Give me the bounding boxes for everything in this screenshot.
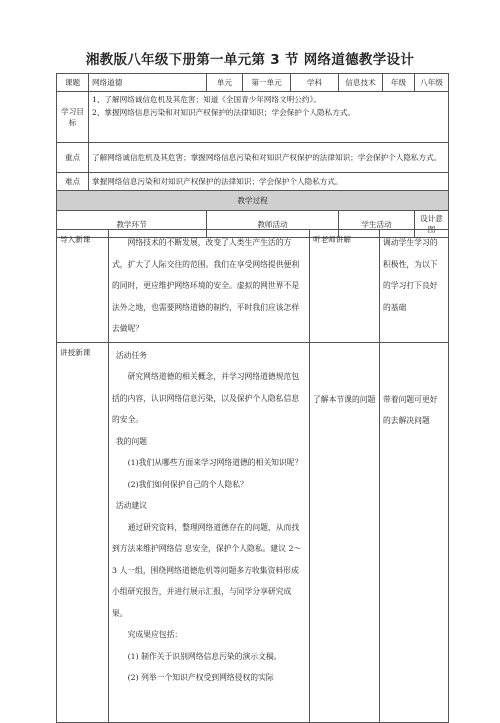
topic-value: 网络道德 (89, 74, 207, 92)
teacher-activity-cell (109, 342, 310, 722)
grade-value: 八年级 (415, 74, 449, 92)
column-header-teacher: 教师活动 (207, 211, 339, 238)
teacher-paragraph: 究成果应包括： (127, 630, 183, 639)
teacher-paragraph: (1)我们从哪些方面来学习网络道德的相关知识呢？ (127, 458, 303, 467)
goal-item: 2、掌握网络信息污染和对知识产权保护的法律知识；学会保护个人隐私方式。 (92, 108, 356, 117)
teacher-activity-cell (109, 230, 310, 343)
subject-label: 学科 (291, 74, 339, 92)
student-paragraph: 了解本节课的问题 (313, 394, 376, 404)
column-header-stage: 教学环节 (57, 211, 207, 238)
intent-paragraph: 带着问题可更好的去解决问题 (383, 394, 438, 425)
difficulties-row (57, 173, 449, 191)
difficulties-text: 掌握网络信息污染和对知识产权保护的法律知识；学会保护个人隐私方式。 (89, 173, 449, 191)
key-points-label: 重点 (57, 143, 89, 173)
key-points-row (57, 143, 449, 173)
process-table (56, 229, 449, 723)
teacher-paragraph: 活动任务 (115, 350, 148, 360)
unit-value: 第一单元 (243, 74, 291, 92)
teacher-paragraph: 我的问题 (115, 436, 148, 446)
info-row (57, 74, 449, 92)
unit-label: 单元 (207, 74, 243, 92)
teacher-paragraph: (2) 列举一个知识产权受到网络侵权的实际 (127, 673, 274, 682)
key-points-text: 了解网络诚信危机及其危害；掌握网络信息污染和对知识产权保护的法律知识；学会保护个人隐私方式。 (89, 143, 449, 173)
intro-row (57, 230, 449, 343)
intent-paragraph: 调动学生学习的积极性，为以下的学习打下良好的基础 (383, 238, 438, 312)
teacher-paragraph: 通过研究资料，整理网络道德存在的问题，从而找到方法来维护网络信 息安全，保护个人隐私。建议 2～3 人一组，围绕网络道德危机等问题多方收集资料形成小组研究报告，并进行展示汇报，与同学分享研究成果。 (112, 522, 302, 618)
document-title: 湘教版八年级下册第一单元第 3 节 网络道德教学设计 (85, 52, 415, 68)
design-intent-cell (380, 342, 449, 722)
goal-item: 1、了解网络诚信危机及其危害；知道《全国青少年网络文明公约》。 (92, 95, 321, 104)
process-header: 教学过程 (57, 191, 449, 211)
column-header-student: 学生活动 (339, 211, 415, 238)
grade-label: 年级 (383, 74, 415, 92)
process-header-row (57, 191, 449, 211)
goals-row (57, 92, 449, 143)
teacher-paragraph: 网络技术的不断发展，改变了人类生产生活的方式，扩大了人际交往的范围。我们在享受网络提供便利的同时，更应维护网络环境的安全。虚拟的网世界不是法外之地，也需要网络道德的制约，平时我们应该怎样去做呢？ (112, 238, 300, 333)
student-activity-cell (310, 342, 380, 722)
lesson-plan-table (56, 73, 449, 238)
column-header-intent: 设计意图 (415, 211, 449, 238)
teacher-paragraph: 活动建议 (115, 501, 148, 510)
design-intent-cell (380, 230, 449, 343)
new-lesson-row (57, 342, 449, 722)
student-activity-cell: 听老师讲解 (310, 230, 380, 343)
teacher-paragraph: 研究网络道德的相关概念，并学习网络道德规范包括的内容，认识网络信息污染，以及保护个人隐私信息的安全。 (112, 372, 300, 424)
goals-label: 学习目标 (57, 92, 89, 143)
teacher-paragraph: (2)我们如何保护自己的个人隐私？ (127, 479, 248, 489)
subject-value: 信息技术 (339, 74, 383, 92)
teacher-paragraph: (1) 制作关于识别网络信息污染的演示文稿。 (127, 651, 282, 661)
topic-label: 课题 (57, 74, 89, 92)
stage-cell: 导入新课 (57, 230, 109, 343)
stage-cell: 讲授新课 (57, 342, 109, 722)
goals-content (89, 92, 449, 143)
difficulties-label: 难点 (57, 173, 89, 191)
